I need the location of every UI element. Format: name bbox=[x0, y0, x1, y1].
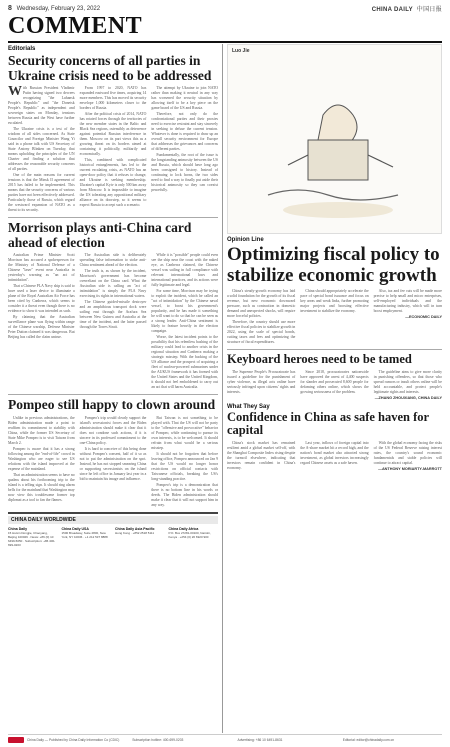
paragraph: Since 2018, procuratorates nationwide have approved the arrest of 4,400 suspects for slander and prosecuted 8,600 people for defaming others online, which shows the growing seriousness of the problem. bbox=[300, 369, 369, 394]
paragraph: The Ukraine crisis is a test of the wisdom of all sides concerned. As State Councilor and Foreign Minister Wang Yi said in a phone talk with US Secretary of State Antony Blinken on Tuesday, that means upholding the principles of the UN Charter and finding a solution that addresses the reasonable security concerns of all parties. bbox=[8, 127, 75, 172]
paragraph: With the global economy facing the risks of the US Federal Reserve raising interest rates, the country's sound economic fundamentals and stable policies will continue to attract capital. bbox=[373, 440, 442, 465]
editorial-ukraine bbox=[8, 54, 218, 214]
safe-haven-article bbox=[227, 411, 442, 472]
paragraph: From 1997 to 2020, NATO has expanded eastward five times, acquiring 14 more members. This has moved its security envelope 1,000 kilometers closer to the borders of Russia. bbox=[79, 86, 147, 111]
paragraph: After the political crisis of 2014, NATO has rotated forces through the territories of the new member states in the Baltic and Black Sea regions, ostensibly as deterrence against potential Russian interference in them. Moscow on its part views this as a growing threat on its borders aimed at containing it politically, militarily and economically. bbox=[79, 112, 147, 157]
cartoon-drawing bbox=[228, 45, 442, 234]
paragraph: The attempt by Ukraine to join NATO rather than making it neutral in any way has worsened the security situation by allowing itself to be a key piece on the game board of the US and Russia. bbox=[151, 86, 219, 111]
editorial-ukraine-headline: Security concerns of all parties in Ukraine crisis need to be addressed bbox=[8, 53, 212, 83]
editorial-morrison-headline: Morrison plays anti-China card ahead of election bbox=[8, 220, 192, 250]
paragraph: The Chinese guided-missile destroyer and an amphibious transport dock were sailing east through the Arafura Sea between New Guinea and Australia at the time of the incident, and the latter passed through the Torres Strait. bbox=[79, 300, 147, 330]
paragraph: The guideline aims to give more clarity in punishing offenders, so that those who spread rumors or insult others online will be held accountable, and protect people's legitimate rights and interests. bbox=[373, 369, 442, 394]
paragraph: The Australian side is deliberately spreading false information to stoke anti-China sentiment ahead of the election. bbox=[79, 253, 147, 268]
infobox-col-title: China Daily Asia Pacific bbox=[115, 526, 155, 531]
infobox-col-title: China Daily USA bbox=[61, 526, 89, 531]
paragraph: Worse, the latest incident points to the possibility that his relentless bashing of the military could lead to another crisis in the regional situation and Canberra making a strategic misstep. With the backing of the US alliance and the prospect of acquiring a fleet of nuclear-powered submarines under the AUKUS framework it has formed with the United States and the United Kingdom, it should not feel emboldened to carry out an act that will harm Australia. bbox=[151, 335, 219, 390]
infobox-title: CHINA DAILY WORLDWIDE bbox=[8, 516, 218, 524]
editorials-label: Editorials bbox=[8, 46, 36, 52]
paragraph: Therefore, not only do the confrontational parties and their proxies need to exercise restraint and stay sincerely in seeking to defuse the current tension. Whatever is done is required to draw up an overall security environment for Europe that addresses the grievances and concerns of different parties. bbox=[151, 112, 219, 152]
paragraph: By claiming that the Australian surveillance plane was flying within range of the Chinese warship, Defense Minister Peter Dutton claimed it was dangerous. But Beijing has called the claim untrue. bbox=[8, 315, 75, 340]
editorial-morrison-body bbox=[8, 253, 218, 391]
infobox-col bbox=[62, 526, 112, 547]
editorial-pompeo-headline: Pompeo still happy to clown around bbox=[8, 397, 216, 413]
infobox-col-text: Hong Kong · +852 2518 5111 bbox=[115, 530, 155, 535]
paragraph: But Taiwan is not something to be played with. That the US will not be party to the "offensive and provocative" behavior of Pompeo, while continuing to pursue its own interests, is to be welcomed. It should refrain from what would be a serious misstep. bbox=[151, 415, 219, 450]
right-column bbox=[227, 44, 442, 733]
paragraph: ith Russian President Vladimir Putin having signed two decrees recognizing "the Luhansk People's Republic" and "the Donetsk People's Republic" as independent and sovereign states on Monday, tensions between Russia and the West have further escalated. bbox=[8, 86, 75, 126]
paragraph: China should appropriately accelerate the pace of special bond issuance and focus on key areas and weak links, further promoting major projects and boosting effective investment to stabilize the economy. bbox=[300, 289, 369, 314]
divider bbox=[8, 217, 218, 218]
issue-date: Wednesday, February 23, 2022 bbox=[16, 5, 101, 12]
infobox-col bbox=[169, 526, 219, 547]
divider bbox=[8, 394, 218, 395]
brand-name: CHINA DAILY bbox=[371, 6, 413, 13]
paragraph: The Supreme People's Procuratorate has issued a guideline for the punishment of cyber violence, as illegal acts online have seriously infringed upon citizens' rights and interests. bbox=[227, 369, 296, 394]
opinion-article bbox=[227, 245, 442, 346]
cartoon-illustration bbox=[227, 44, 442, 234]
infobox-col-text: P.O. Box 27281-00100, Nairobi, Kenya · +254 (0) 20 6920 900 bbox=[168, 530, 211, 539]
keyboard-heroes-byline: —ZHANG ZHOUXIANG, CHINA DAILY bbox=[374, 395, 442, 400]
paragraph: Last year, inflows of foreign capital into the A-share market hit a record high, and the nation's bond market also attracted strong investment, as global investors increasingly regard Chinese assets as a safe haven. bbox=[300, 440, 369, 465]
paragraph: Therefore, the country should use more effective fiscal policies to stabilize growth in 2022, using the scale of special bonds, cutting taxes and fees and optimizing the structure of fiscal expenditures. bbox=[227, 320, 296, 345]
keyboard-heroes-headline: Keyboard heroes need to be tamed bbox=[227, 352, 412, 367]
paragraph: Pompeo's trip is a demonstration that there is no bottom line in his words or deeds. The Biden administration should make it clear that it will not support him in any way. bbox=[151, 482, 219, 507]
infobox-col-text: 1500 Broadway, Suite 2800, New York, NY 10036 · +1 212 537 8888 bbox=[61, 530, 108, 539]
safe-haven-body bbox=[227, 441, 442, 472]
drop-cap: W bbox=[8, 84, 22, 100]
worldwide-infobox bbox=[8, 512, 218, 547]
infobox-col-title: China Daily Africa bbox=[168, 526, 199, 531]
infobox-col-title: China Daily bbox=[8, 526, 28, 531]
what-they-say-label: What They Say bbox=[227, 403, 270, 410]
page-footer bbox=[8, 734, 442, 745]
opinion-body bbox=[227, 289, 442, 346]
paragraph: One of the main reasons for current tensions is that the Minsk II agreement of 2015 has failed to be implemented. This means that the security concerns of various parties have not been effectively addressed. Particularly those of Russia, which regard the westward expansion of NATO as a threat to its security. bbox=[8, 173, 75, 213]
keyboard-heroes-article bbox=[227, 353, 442, 401]
china-daily-logo-icon bbox=[8, 737, 24, 743]
brand-name-cn: 中国日报 bbox=[416, 6, 442, 13]
paragraph: This, combined with complicated historical entanglements, has led to the current escalating crisis, as NATO has an open-door policy that it refuses to change, and Ukraine is seeking membership. Ukraine's capital Kyiv is only 500 km away from Moscow. It is impossible to imagine the US tolerating any oppositional military alliance on its doorstep, so it seems to expect Russia to accept such a scenario. bbox=[79, 158, 147, 208]
paragraph: Pompeo is aware that it has a strong following among the "end-of-life" crowd in Washington who are eager to see US relations with the island improved at the expense of the mainland. bbox=[8, 446, 75, 471]
top-bar bbox=[8, 3, 442, 13]
paragraph: Australian Prime Minister Scott Morrison has accused a spokesperson for the Ministry of National Defense of a Chinese "laser" event near Australia in yesterday's warning as "an act of intimidation". bbox=[8, 253, 75, 283]
page-info bbox=[8, 5, 100, 12]
infobox-col bbox=[115, 526, 165, 547]
page-number: 8 bbox=[8, 4, 12, 12]
infobox-col bbox=[8, 526, 58, 547]
column-divider bbox=[222, 44, 223, 733]
paragraph: It is hard to conceive of this being done without Pompeo's consent, half of it so as not to put the administration on the spot. Instead, he has not stopped smearing China or supporting secessionists on the island since he left office in January last year in a bid to maintain his image and influence. bbox=[79, 446, 147, 481]
paragraph: That an administration seems to have no qualms about his forthcoming trip to the island is a telling sign. It should ring alarm bells for the mainland that Washington may now view this troublesome former top diplomat as a tool to fan the flames. bbox=[8, 472, 75, 502]
editorial-ukraine-body bbox=[8, 86, 218, 214]
paragraph: It should not be forgotten that before leaving office, Pompeo announced on Jan 9 that the US would no longer honor restrictions on official contacts with Taiwanese officials, breaking the US's long-standing practice. bbox=[151, 451, 219, 481]
footer-cell: Advertising: +86 10 6491-8631 bbox=[237, 738, 283, 742]
paragraph: Pompeo's trip would clearly support the island's secessionist forces and the Biden administration should make it clear that it does not condone such actions, if it is sincere in its professed commitment to the one-China policy. bbox=[79, 415, 147, 445]
header-rule bbox=[8, 41, 442, 43]
paragraph: That a Chinese PLA Navy ship is said to have used a laser device to illuminate a plane of the Royal Australian Air Force has been cited by Canberra, which seems to consider it a threat even though there is no evidence to show it was intended as such. bbox=[8, 284, 75, 314]
editorial-morrison bbox=[8, 221, 218, 391]
divider bbox=[227, 349, 442, 350]
opinion-byline: —ECONOMIC DAILY bbox=[405, 315, 442, 320]
footer-cell: China Daily — Published by China Daily Information Co (CDIC) bbox=[27, 738, 120, 742]
paragraph: Fundamentally, the root of the issue is the longstanding animosity between the US and Russia, which should have long ago been consigned to history. Instead of continuing to lock horns, the two sides need to find a way to finally put aside their historical animosity so they can coexist peacefully. bbox=[151, 153, 219, 193]
editorial-pompeo bbox=[8, 398, 218, 509]
paragraph: Also, tax and fee cuts will be made more precise to help small and micro enterprises, self-employed individuals and the manufacturing industry, which will in turn boost employment. bbox=[373, 289, 442, 314]
paragraph: Unlike in previous administrations, the Biden administration made a point to reaffirm its commitment to stability with China, while the former US Secretary of State Mike Pompeo is to visit Taiwan from March 2. bbox=[8, 415, 75, 445]
brand bbox=[372, 4, 442, 13]
editorial-pompeo-body bbox=[8, 416, 218, 509]
paragraph: China's steady-growth economy has laid a solid foundation for the growth of its fiscal revenue, but new economic downward pressure, such as contraction in domestic demand and unexpected shocks, will require more forceful policies. bbox=[227, 289, 296, 319]
paragraph: China's stock market has remained resilient amid a global market sell-off, with the Shanghai Composite Index rising despite the turmoil elsewhere, indicating that investors remain confident in China's economy. bbox=[227, 440, 296, 470]
cartoon-credit: Luo Jie bbox=[232, 48, 250, 54]
footer-cell: Editorial: editor@chinadaily.com.cn bbox=[342, 738, 395, 742]
paragraph: The truth is, as shown by the incident, Morrison's government has become overreliant on the China card. What the Australian side is calling an "act of intimidation" is simply the PLA Navy exercising its rights in international waters. bbox=[79, 269, 147, 299]
paragraph: While it is "possible" people could even see the ship near the coast with the naked eye, as Canberra claimed, the Chinese vessel was sailing in full compliance with relevant international laws and international practices, and its actions were fully legitimate and legal. bbox=[151, 253, 219, 288]
opinion-line-label: Opinion Line bbox=[227, 237, 264, 243]
left-column bbox=[8, 44, 218, 733]
infobox-col-text: 15 Huixin Dongjie, Chaoyang, Beijing 100029 · News: +86 (0) 10 6499-5050 · Subscription: +86 400-699-0203 bbox=[8, 530, 56, 547]
footer-cell: Subscription hotline: 400-699-0203 bbox=[132, 738, 184, 742]
safe-haven-headline: Confidence in China as safe haven for capital bbox=[227, 409, 429, 438]
keyboard-heroes-body bbox=[227, 370, 442, 401]
safe-haven-byline: —ANTHONY MORIARTY-MARROTT bbox=[378, 466, 442, 471]
opinion-headline: Optimizing fiscal policy to stabilize economic growth bbox=[227, 244, 440, 286]
paragraph: For some time, Morrison may be trying to exploit the incident, which he called an "act of intimidation" by the Chinese naval vessel, to boost his government's popularity, and he has made it something he will want to do so that he can be seen as a strong leader. Anti-China sentiment is likely to feature heavily in the election campaign. bbox=[151, 289, 219, 334]
section-title: COMMENT bbox=[8, 13, 143, 39]
